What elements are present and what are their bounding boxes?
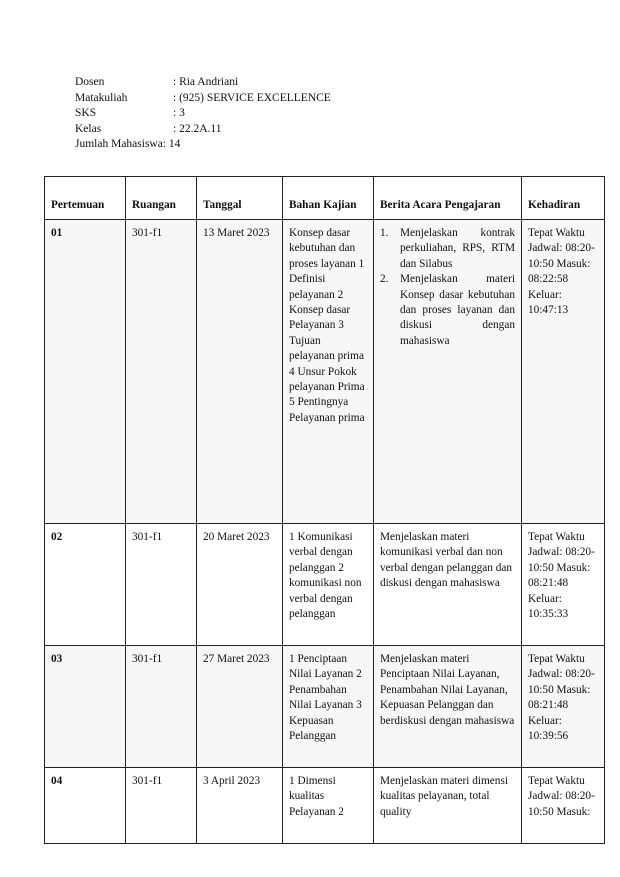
- header-berita-acara: Berita Acara Pengajaran: [374, 177, 522, 220]
- berita-acara-cell: Menjelaskan materi komunikasi verbal dan non verbal dengan pelanggan dan diskusi dengan mahasiswa: [374, 524, 522, 646]
- table-row: [45, 220, 605, 524]
- list-item: [380, 272, 515, 349]
- attendance-table: [44, 176, 605, 844]
- jumlah-label: Jumlah Mahasiswa: [75, 138, 163, 150]
- kelas-row: [75, 122, 331, 138]
- list-text: Menjelaskan materi Konsep dasar kebutuhan dan proses layanan dan diskusi dengan mahasiswa: [400, 273, 515, 347]
- bahan-kajian-cell: 1 Penciptaan Nilai Layanan 2 Penambahan Nilai Layanan 3 Kepuasan Pelanggan: [283, 646, 374, 768]
- kelas-label: Kelas: [75, 122, 102, 135]
- kehadiran-cell: Tepat Waktu Jadwal: 08:20-10:50 Masuk: 08:22:58 Keluar: 10:47:13: [522, 220, 605, 524]
- kehadiran-cell: Tepat Waktu Jadwal: 08:20-10:50 Masuk: 08:21:48 Keluar: 10:39:56: [522, 646, 605, 768]
- ruangan-cell: 301-f1: [126, 524, 197, 646]
- pertemuan-cell: 04: [45, 768, 126, 844]
- sks-value: : 3: [173, 107, 185, 119]
- tanggal-cell: 20 Maret 2023: [197, 524, 283, 646]
- jumlah-row: [75, 137, 331, 153]
- list-number: 2.: [380, 273, 389, 286]
- dosen-value: : Ria Andriani: [173, 76, 239, 88]
- pertemuan-cell: 02: [45, 524, 126, 646]
- tanggal-cell: 13 Maret 2023: [197, 220, 283, 524]
- berita-acara-cell: [374, 220, 522, 524]
- sks-row: [75, 106, 331, 122]
- table-row: [45, 646, 605, 768]
- tanggal-cell: 27 Maret 2023: [197, 646, 283, 768]
- sks-label: SKS: [75, 107, 97, 119]
- tanggal-cell: 3 April 2023: [197, 768, 283, 844]
- kelas-value: : 22.2A.11: [173, 122, 222, 135]
- bahan-kajian-cell: Konsep dasar kebutuhan dan proses layanan 1 Definisi pelayanan 2 Konsep dasar Pelayanan 3 Tujuan pelayanan prima 4 Unsur Pokok pelayanan Prima 5 Pentingnya Pelayanan prima: [283, 220, 374, 524]
- list-number: 1.: [380, 227, 389, 239]
- kehadiran-cell: Tepat Waktu Jadwal: 08:20-10:50 Masuk: 08:21:48 Keluar: 10:35:33: [522, 524, 605, 646]
- course-info: [75, 75, 331, 153]
- jumlah-value: : 14: [162, 138, 181, 150]
- pertemuan-cell: 01: [45, 220, 126, 524]
- berita-acara-cell: Menjelaskan materi dimensi kualitas pelayanan, total quality: [374, 768, 522, 844]
- list-text: Menjelaskan kontrak perkuliahan, RPS, RTM dan Silabus: [400, 227, 515, 270]
- ruangan-cell: 301-f1: [126, 646, 197, 768]
- bahan-kajian-cell: 1 Dimensi kualitas Pelayanan 2: [283, 768, 374, 844]
- matakuliah-label: Matakuliah: [75, 91, 128, 104]
- matakuliah-row: [75, 91, 331, 107]
- header-pertemuan: Pertemuan: [45, 177, 126, 220]
- ruangan-cell: 301-f1: [126, 768, 197, 844]
- ruangan-cell: 301-f1: [126, 220, 197, 524]
- dosen-row: [75, 75, 331, 91]
- header-ruangan: Ruangan: [126, 177, 197, 220]
- bahan-kajian-cell: 1 Komunikasi verbal dengan pelanggan 2 komunikasi non verbal dengan pelanggan: [283, 524, 374, 646]
- kehadiran-cell: Tepat Waktu Jadwal: 08:20-10:50 Masuk:: [522, 768, 605, 844]
- pertemuan-cell: 03: [45, 646, 126, 768]
- table-header-row: [45, 177, 605, 220]
- dosen-label: Dosen: [75, 76, 105, 88]
- header-kehadiran: Kehadiran: [522, 177, 605, 220]
- table-row: [45, 768, 605, 844]
- list-item: [380, 226, 515, 272]
- table-row: [45, 524, 605, 646]
- header-bahan-kajian: Bahan Kajian: [283, 177, 374, 220]
- header-tanggal: Tanggal: [197, 177, 283, 220]
- berita-acara-cell: Menjelaskan materi Penciptaan Nilai Layanan, Penambahan Nilai Layanan, Kepuasan Pelanggan dan berdiskusi dengan mahasiswa: [374, 646, 522, 768]
- berita-acara-list: [380, 226, 515, 349]
- matakuliah-value: : (925) SERVICE EXCELLENCE: [173, 91, 331, 104]
